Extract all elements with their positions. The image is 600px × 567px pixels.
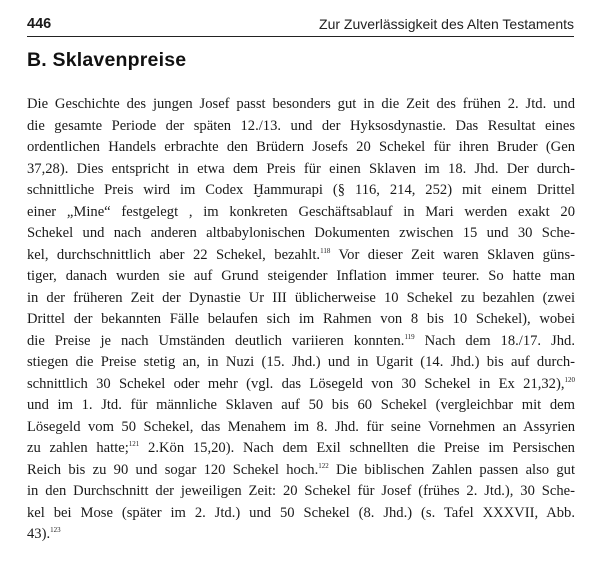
line-text: in den Durchschnitt der jeweiligen Zeit: 20 Schekel für Josef (frühes 2. Jtd.), 30 Sche- xyxy=(27,483,575,499)
body-paragraph xyxy=(27,94,575,546)
running-title: Zur Zuverlässigkeit des Alten Testaments xyxy=(319,16,574,32)
text-line xyxy=(27,352,575,374)
text-line xyxy=(27,481,575,503)
text-line xyxy=(27,245,575,267)
footnote-marker[interactable]: 123 xyxy=(50,526,61,534)
line-text: die Preise je nach Umständen deutlich variieren konnten. xyxy=(27,332,405,349)
line-text: Drittel der bekannten Fälle belaufen sich im Rahmen von 8 bis 10 Schekel), wobei xyxy=(27,311,575,327)
text-line xyxy=(27,223,575,245)
line-text: kel, durchschnittlich aber 22 Schekel, bezahlt. xyxy=(27,246,321,263)
line-text: einer „Mine“ festgelegt , im konkreten Geschäftsablauf in Mari werden exakt 20 xyxy=(27,203,575,220)
text-line xyxy=(27,374,575,396)
line-text: in der früheren Zeit der Dynastie Ur III üblicherweise 10 Schekel zu bezahlen (zwei xyxy=(27,289,575,306)
line-text: zu zahlen hatte; xyxy=(27,440,129,456)
line-text: 43). xyxy=(27,526,51,542)
footnote-marker[interactable]: 122 xyxy=(318,461,329,470)
line-text: schnittlich 30 Schekel oder mehr (vgl. das Lösegeld von 30 Schekel in Ex 21,32), xyxy=(27,375,565,392)
text-line xyxy=(27,116,575,138)
text-line xyxy=(27,503,575,525)
line-text: Schekel und nach anderen altbabylonischen Dokumenten zwischen 15 und 30 Sche- xyxy=(27,225,575,241)
footnote-marker[interactable]: 119 xyxy=(404,332,415,341)
text-line xyxy=(27,94,575,116)
line-text: Die Geschichte des jungen Josef passt besonders gut in die Zeit des frühen 2. Jtd. und xyxy=(27,96,575,112)
text-line xyxy=(27,266,575,288)
line-text: stiegen die Preise stetig an, in Nuzi (15. Jhd.) und in Ugarit (14. Jhd.) bis auf durch- xyxy=(27,354,575,370)
line-text: und im 1. Jtd. für männliche Sklaven auf 50 bis 60 Schekel (vergleichbar mit dem xyxy=(27,397,575,413)
text-line xyxy=(27,288,575,310)
text-line xyxy=(27,417,575,439)
line-text-continued: Die biblischen Zahlen passen also gut xyxy=(328,461,576,478)
footnote-marker[interactable]: 120 xyxy=(564,375,575,384)
text-line xyxy=(27,137,575,159)
text-line xyxy=(27,180,575,202)
line-text: Reich bis zu 90 und sogar 120 Schekel hoch. xyxy=(27,461,319,478)
text-line xyxy=(27,202,575,224)
text-line xyxy=(27,460,575,482)
text-line xyxy=(27,309,575,331)
line-text-continued: Vor dieser Zeit waren Sklaven güns- xyxy=(330,246,575,263)
text-line xyxy=(27,395,575,417)
line-text: ordentlichen Handels erbrachte den Brüdern Josefs 20 Schekel für ihren Bruder (Gen xyxy=(27,139,575,155)
line-text: Lösegeld vom 50 Schekel, das Menahem im 8. Jhd. für seine Vornehmen an Assyrien xyxy=(27,418,575,435)
page-number: 446 xyxy=(27,16,52,32)
line-text: schnittliche Preis wird im Codex Ḫammurapi (§ 116, 214, 252) mit einem Drittel xyxy=(27,182,575,198)
text-line xyxy=(27,331,575,353)
text-line xyxy=(27,159,575,181)
line-text-continued: Nach dem 18./17. Jhd. xyxy=(414,332,575,349)
text-line xyxy=(27,524,575,546)
footnote-marker[interactable]: 118 xyxy=(320,246,331,255)
line-text-continued: 2.Kön 15,20). Nach dem Exil schnellten die Preise im Persischen xyxy=(139,440,575,456)
line-text: die gesamte Periode der späten 12./13. und der Hyksosdynastie. Das Resultat eines xyxy=(27,117,575,134)
footnote-marker[interactable]: 121 xyxy=(128,440,140,448)
line-text: kel bei Mose (später im 2. Jtd.) und 50 Schekel (8. Jhd.) (s. Tafel XXXVII, Abb. xyxy=(27,504,575,521)
line-text: 37,28). Dies entspricht in etwa dem Preis für einen Sklaven im 18. Jhd. Der durch- xyxy=(27,160,575,177)
line-text: tiger, danach wurden sie auf Grund steigender Inflation immer teurer. So hatte man xyxy=(27,268,575,284)
section-heading: B. Sklavenpreise xyxy=(27,49,187,71)
text-line xyxy=(27,438,575,460)
running-header xyxy=(27,14,574,37)
